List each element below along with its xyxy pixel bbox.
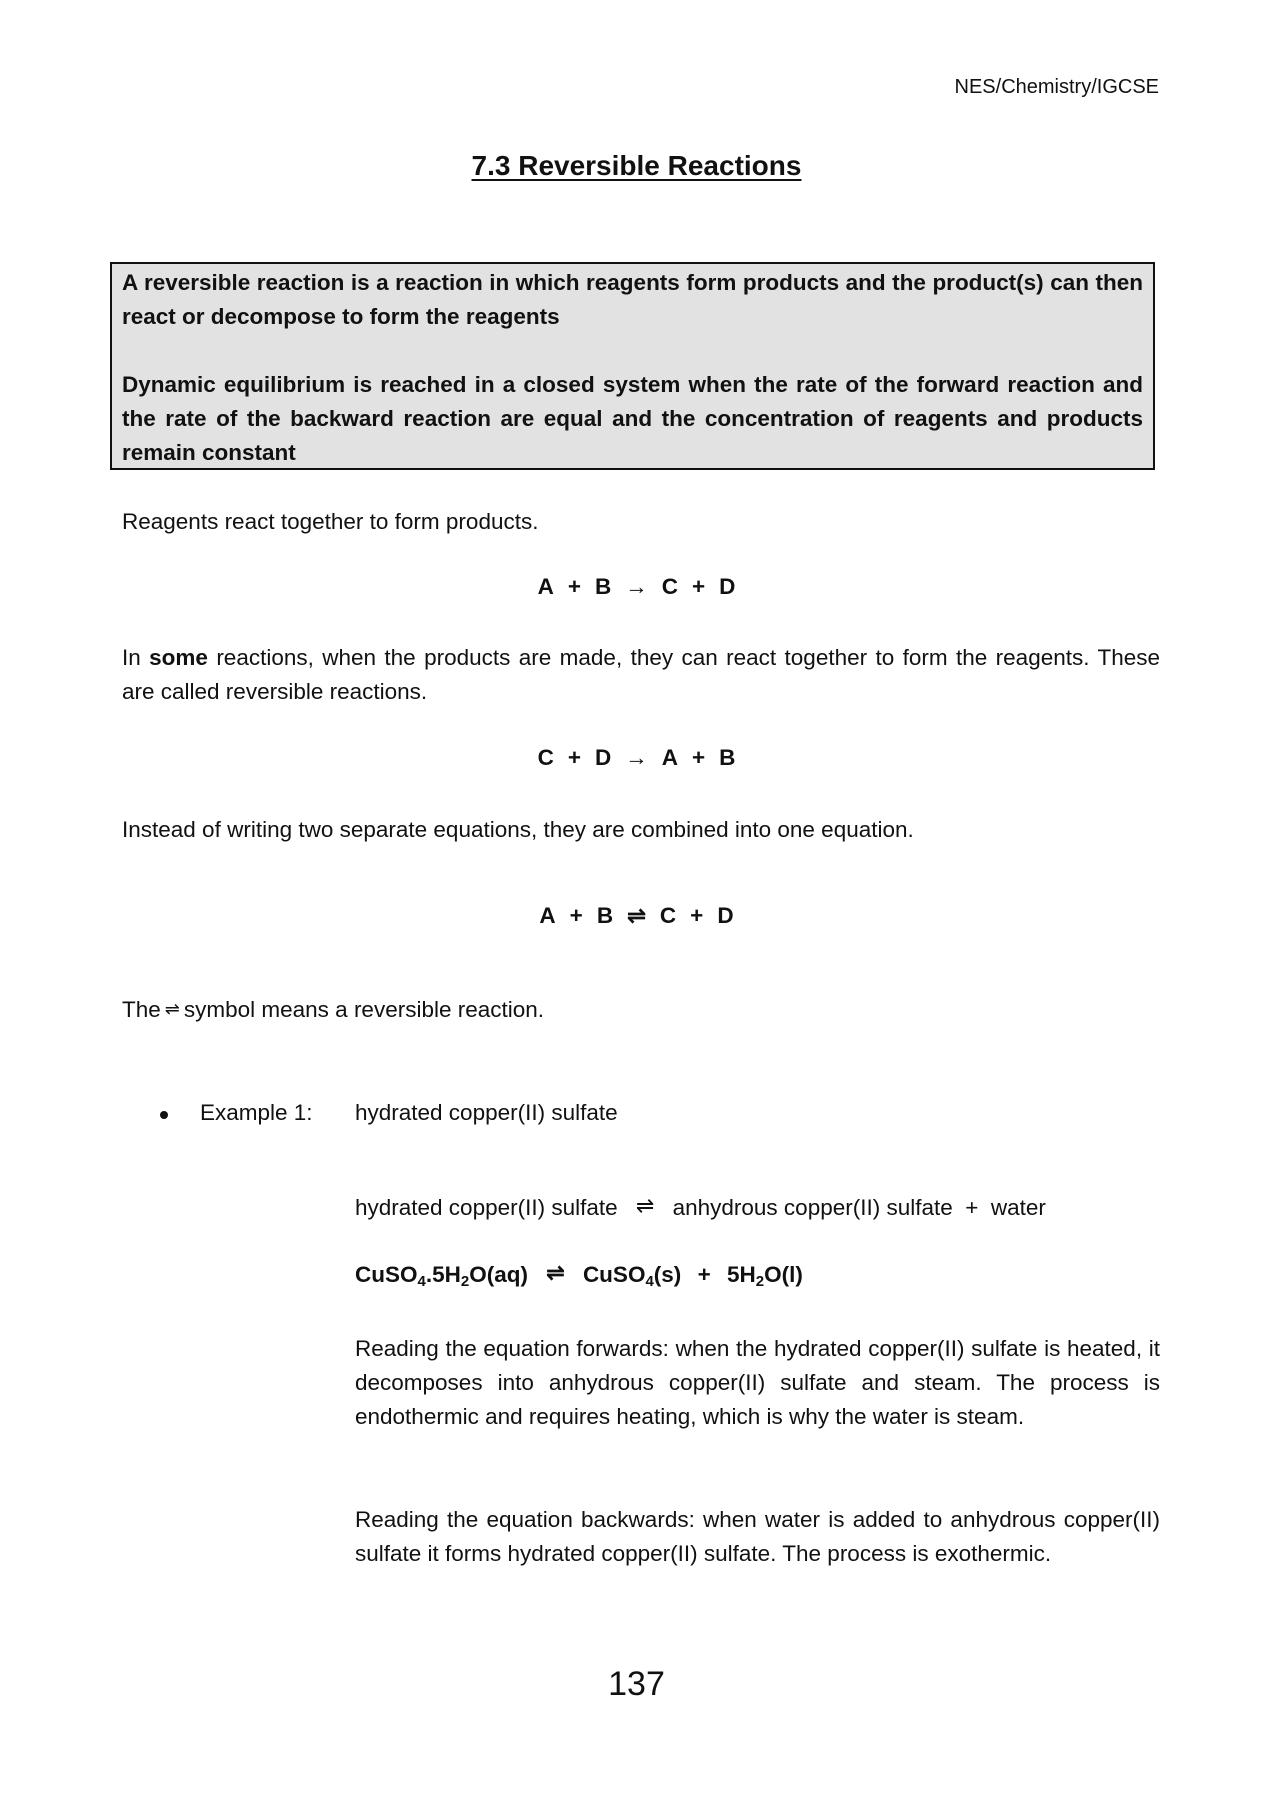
paragraph-some-reactions xyxy=(122,641,1160,709)
eq-term: A xyxy=(539,903,556,928)
formula-part: O(aq) xyxy=(469,1262,528,1287)
equation-reversible xyxy=(0,903,1273,929)
subscript: 4 xyxy=(645,1273,654,1290)
forward-arrow-icon: → xyxy=(625,574,648,599)
formula-part: (s) xyxy=(653,1262,682,1287)
equilibrium-arrow-icon: ⇌ xyxy=(164,999,180,1019)
p4-before: The xyxy=(122,997,161,1022)
eq-term: B xyxy=(596,903,614,928)
eq-term: C xyxy=(537,745,554,770)
bullet-icon xyxy=(160,1111,168,1119)
subscript: 2 xyxy=(460,1273,470,1290)
subscript: 4 xyxy=(417,1273,426,1290)
p2-bold: some xyxy=(149,645,208,670)
paragraph-reagents: Reagents react together to form products. xyxy=(122,509,539,534)
formula-plus: + xyxy=(697,1262,711,1287)
formula-product-1 xyxy=(582,1262,682,1290)
definition-reversible-reaction: A reversible reaction is a reaction in which reagents form products and the product(s) can then react or decompose to form the reagents xyxy=(122,270,1143,329)
formula-part: .5H xyxy=(425,1262,461,1287)
eq-plus: + xyxy=(567,574,581,599)
example-label: Example 1: xyxy=(200,1100,313,1125)
definition-box xyxy=(110,262,1155,470)
eq-term: D xyxy=(717,903,734,928)
p2-before: In xyxy=(122,645,150,670)
formula-part: CuSO xyxy=(355,1262,418,1287)
eq-term: D xyxy=(595,745,612,770)
formula-reactant xyxy=(355,1262,528,1290)
equation-backward xyxy=(0,745,1273,771)
eq-plus: + xyxy=(690,903,704,928)
paragraph-symbol-meaning xyxy=(122,992,1160,1027)
word-eq-left: hydrated copper(II) sulfate xyxy=(355,1195,618,1220)
eq-term: B xyxy=(595,574,612,599)
eq-plus: + xyxy=(692,745,706,770)
eq-term: A xyxy=(661,745,678,770)
p2-after: reactions, when the products are made, they can react together to form the reagents. These are called reversible reactions. xyxy=(122,645,1160,704)
formula-product-2 xyxy=(726,1262,803,1290)
equation-forward xyxy=(0,574,1273,600)
equilibrium-arrow-icon: ⇌ xyxy=(635,1193,655,1218)
eq-plus: + xyxy=(569,903,583,928)
eq-term: A xyxy=(537,574,554,599)
definition-dynamic-equilibrium: Dynamic equilibrium is reached in a closed system when the rate of the forward reaction and the rate of the backward reaction are equal and the concentration of reagents and products remain constant xyxy=(122,372,1143,465)
eq-term: B xyxy=(719,745,736,770)
paragraph-combined: Instead of writing two separate equations, they are combined into one equation. xyxy=(122,817,914,842)
eq-term: C xyxy=(661,574,678,599)
eq-term: D xyxy=(719,574,736,599)
document-reference: NES/Chemistry/IGCSE xyxy=(954,76,1159,98)
paragraph-backwards: Reading the equation backwards: when water is added to anhydrous copper(II) sulfate it forms hydrated copper(II) sulfate. The process is exothermic. xyxy=(355,1507,1160,1566)
formula-part: CuSO xyxy=(582,1262,646,1287)
section-title: 7.3 Reversible Reactions xyxy=(471,150,802,181)
eq-plus: + xyxy=(692,574,706,599)
example-subject: hydrated copper(II) sulfate xyxy=(355,1100,618,1125)
paragraph-forwards: Reading the equation forwards: when the hydrated copper(II) sulfate is heated, it decomposes into anhydrous copper(II) sulfate and steam. The process is endothermic and requires heating, which is why the water is steam. xyxy=(355,1336,1160,1429)
formula-part: O(l) xyxy=(764,1262,803,1287)
word-eq-right: anhydrous copper(II) sulfate + water xyxy=(672,1195,1046,1220)
forward-arrow-icon: → xyxy=(625,745,648,770)
equilibrium-arrow-icon: ⇌ xyxy=(627,903,646,928)
equilibrium-arrow-icon: ⇌ xyxy=(546,1260,565,1285)
eq-term: C xyxy=(659,903,677,928)
formula-equation xyxy=(355,1256,1160,1292)
formula-part: 5H xyxy=(726,1262,756,1287)
eq-plus: + xyxy=(567,745,581,770)
subscript: 2 xyxy=(755,1273,765,1290)
page-number: 137 xyxy=(608,1665,665,1703)
p4-after: symbol means a reversible reaction. xyxy=(183,997,545,1022)
word-equation xyxy=(355,1189,1160,1225)
